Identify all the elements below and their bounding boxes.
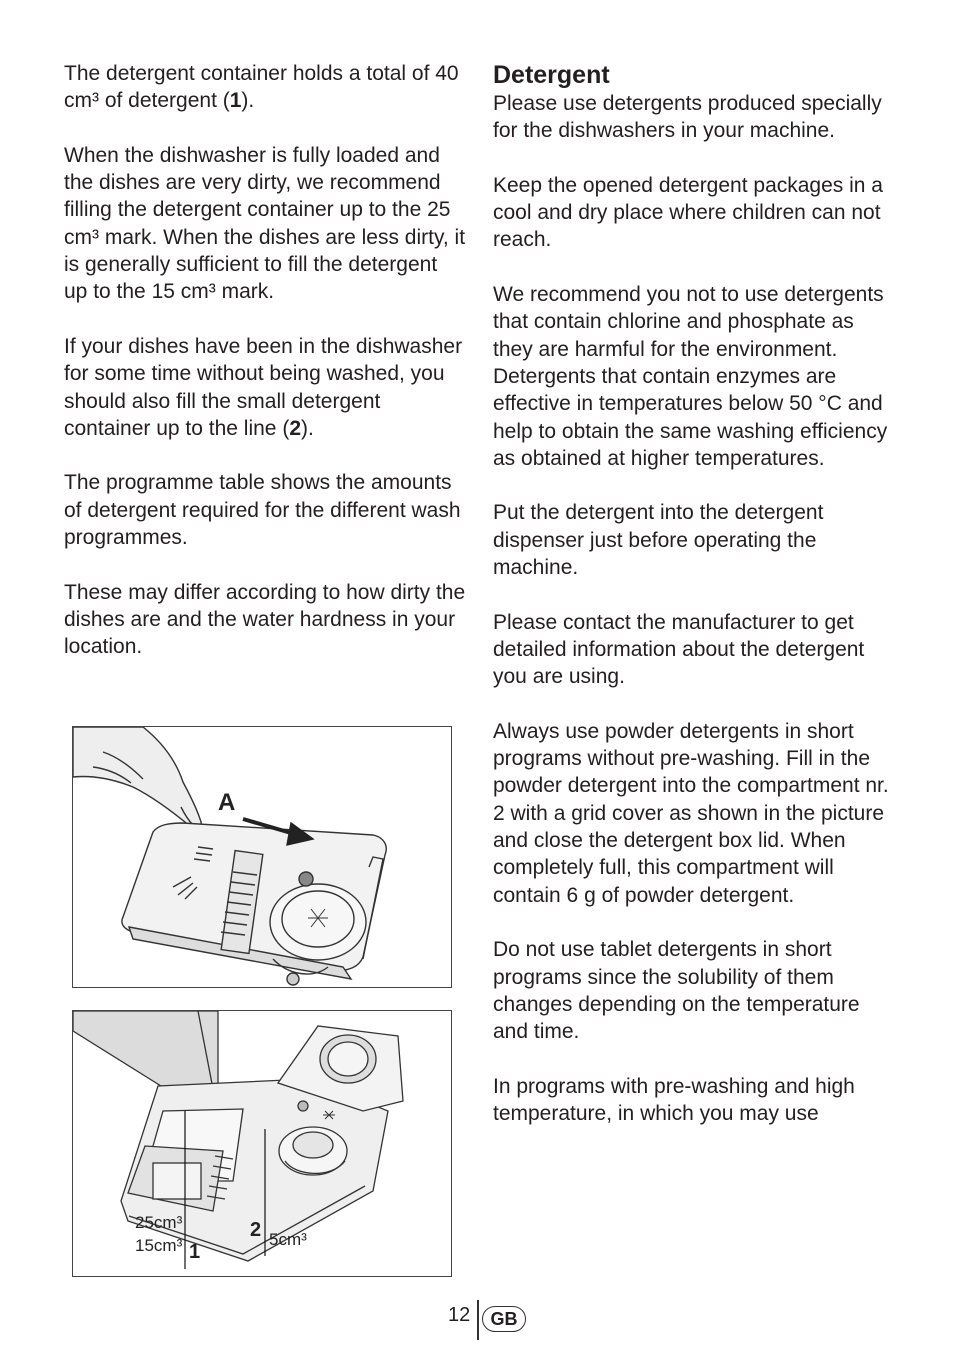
arrow-label-a: A — [218, 789, 236, 816]
programme-table-paragraph: The programme table shows the amounts of detergent required for the different wash programmes. — [64, 471, 461, 550]
timing-paragraph: Put the detergent into the detergent dispenser just before operating the machine. — [493, 501, 824, 580]
callout-number-2: 2 — [250, 1219, 262, 1241]
fill-mark-5: 5cm³ — [269, 1230, 307, 1249]
storage-paragraph: Keep the opened detergent packages in a cool and dry place where children can not reach. — [493, 173, 883, 252]
callout-number-1: 1 — [189, 1241, 201, 1263]
water-hardness-paragraph: These may differ according to how dirty the dishes are and the water hardness in your location. — [64, 580, 466, 659]
manufacturer-contact-paragraph: Please contact the manufacturer to get detailed information about the detergent you are using. — [493, 610, 865, 689]
prewash-paragraph: In programs with pre-washing and high temperature, in which you may use — [493, 1074, 855, 1125]
fully-loaded-paragraph: When the dishwasher is fully loaded and the dishes are very dirty, we recommend filling the detergent container up to the 25 cm³ mark. When the dishes are less dirty, it is generally sufficient to fill the detergent up to the 15 cm³ mark. — [64, 143, 466, 304]
dispenser-open-figure — [72, 1010, 452, 1277]
dispenser-lid-figure — [72, 726, 452, 988]
left-column — [64, 60, 466, 688]
container-capacity-paragraph: The detergent container holds a total of 40 cm³ of detergent (1). — [64, 62, 459, 113]
powder-detergent-paragraph: Always use powder detergents in short programs without pre-washing. Fill in the powder detergent into the compartment nr. 2 with a grid cover as shown in the picture and close the detergent box lid. When completely full, this compartment will contain 6 g of powder detergent. — [493, 719, 889, 907]
chlorine-phosphate-paragraph: We recommend you not to use detergents that contain chlorine and phosphate as they are harmful for the environment. Detergents that contain enzymes are effective in temperatures below 50 °C and help to obtain the same washing efficiency as obtained at higher temperatures. — [493, 283, 888, 470]
dispenser-closed-illustration — [73, 727, 451, 987]
dedicated-detergent-paragraph: Please use detergents produced specially for the dishwashers in your machine. — [493, 92, 882, 143]
section-heading: Detergent — [493, 61, 610, 89]
fill-mark-15: 15cm³ — [135, 1236, 183, 1255]
fill-mark-25: 25cm³ — [135, 1213, 183, 1232]
footer-divider — [477, 1300, 479, 1340]
small-container-paragraph: If your dishes have been in the dishwasher for some time without being washed, you should also fill the small detergent container up to the line (2). — [64, 334, 463, 440]
right-column — [493, 60, 895, 1155]
dispenser-open-illustration — [73, 1011, 451, 1276]
tablet-detergent-paragraph: Do not use tablet detergents in short programs since the solubility of them changes depending on the temperature and time. — [493, 938, 860, 1044]
page-number: 12 — [448, 1304, 471, 1326]
language-badge: GB — [482, 1306, 526, 1332]
